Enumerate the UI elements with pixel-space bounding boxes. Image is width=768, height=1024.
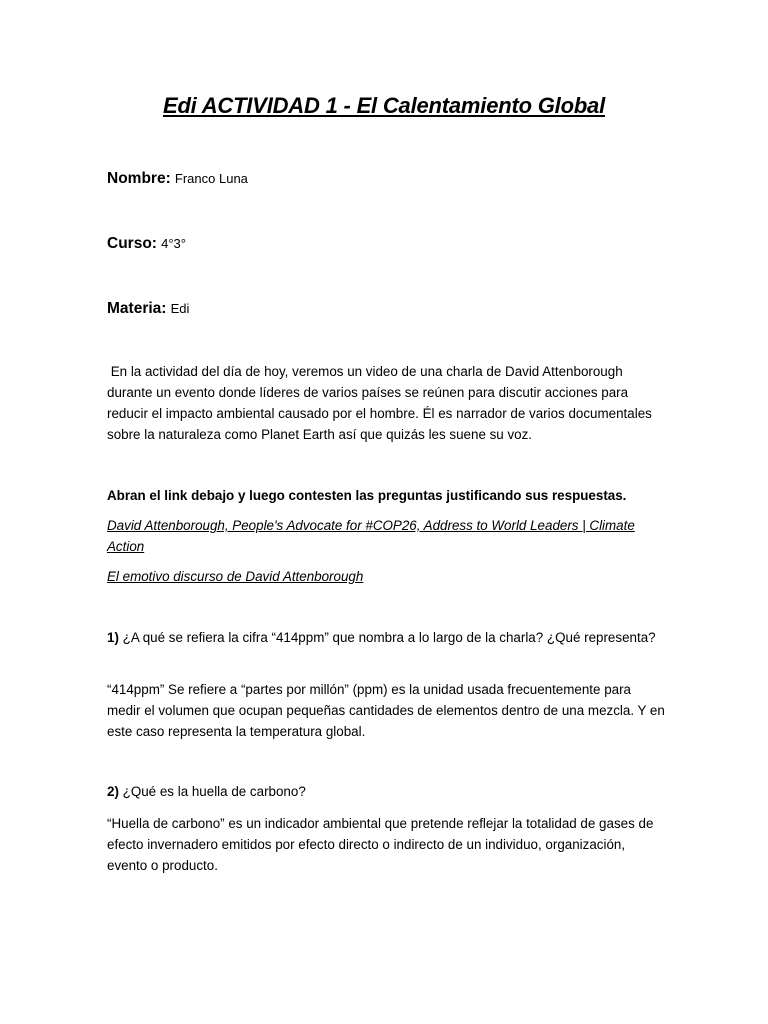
answer-1: “414ppm” Se refiere a “partes por millón” (ppm) es la unidad usada frecuentemente para medir el volumen que ocupan pequeñas cantidades de elementos dentro de una mezcla. Y en este caso representa la temperatura global. [107, 682, 665, 739]
question-2-number: 2) [107, 784, 119, 799]
answer-2: “Huella de carbono” es un indicador ambiental que pretende reflejar la totalidad de gases de efecto invernadero emitidos por efecto directo o indirecto de un individuo, organización, evento o producto. [107, 816, 654, 873]
curso-field [107, 235, 186, 253]
video-link-discurso[interactable]: El emotivo discurso de David Attenborough [107, 569, 364, 584]
question-1-text: ¿A qué se refiera la cifra “414ppm” que nombra a lo largo de la charla? ¿Qué representa? [118, 630, 656, 645]
instruction-text: Abran el link debajo y luego contesten las preguntas justificando sus respuestas. [107, 488, 627, 503]
document-title: Edi ACTIVIDAD 1 - El Calentamiento Global [162, 93, 606, 118]
question-2 [107, 781, 667, 802]
intro-paragraph: En la actividad del día de hoy, veremos un video de una charla de David Attenborough durante un evento donde líderes de varios países se reúnen para discutir acciones para reducir el impacto ambiental causado por el hombre. Él es narrador de varios documentales sobre la naturaleza como Planet Earth así que quizás les suene su voz. [107, 364, 656, 442]
question-1 [107, 627, 667, 648]
video-link-cop26[interactable]: David Attenborough, People's Advocate for #COP26, Address to World Leaders | Climate Action [107, 518, 635, 554]
materia-value: Edi [170, 301, 190, 316]
materia-label: Materia: [107, 300, 167, 317]
question-1-number: 1) [107, 630, 119, 645]
curso-label: Curso: [107, 235, 157, 252]
materia-field [107, 300, 189, 318]
nombre-value: Franco Luna [174, 171, 248, 186]
nombre-field [107, 170, 248, 188]
curso-value: 4°3° [161, 236, 186, 251]
question-2-text: ¿Qué es la huella de carbono? [118, 784, 306, 799]
nombre-label: Nombre: [107, 170, 171, 187]
